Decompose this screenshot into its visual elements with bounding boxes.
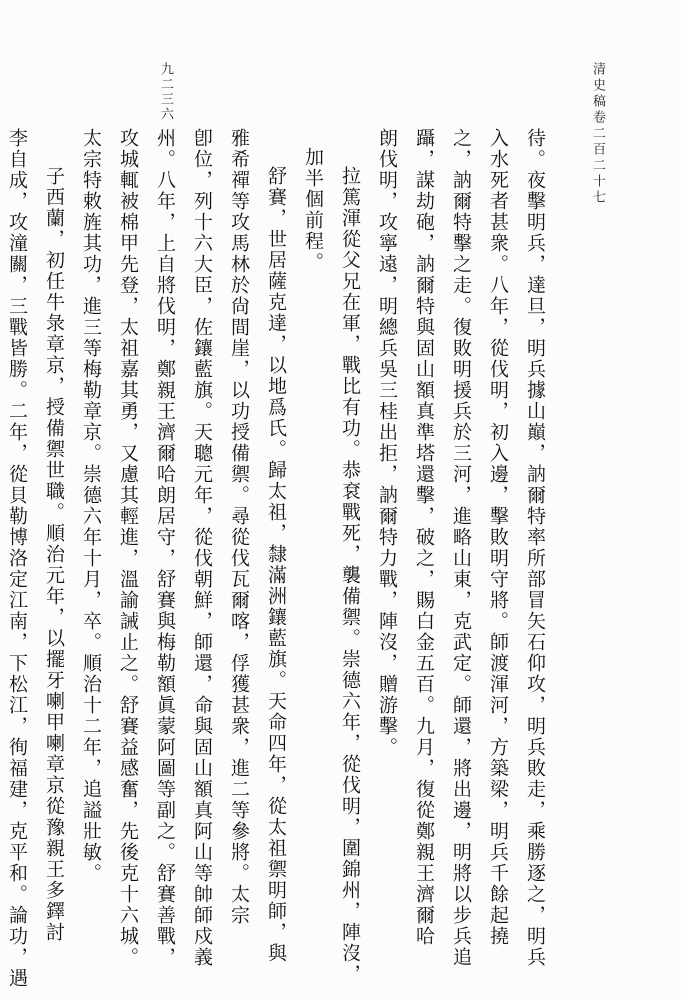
text-column: 之，訥爾特擊之走。復敗明援兵於三河，進略山東，克武定。師還，將出邊，明將以步兵追	[450, 128, 472, 968]
text-column: 雅希禪等攻馬林於尙間崖，以功授備禦。尋從伐瓦爾喀，俘獲甚衆，進二等參將。太宗	[228, 128, 250, 926]
text-column: 待。夜擊明兵，達旦，明兵據山巔，訥爾特率所部冒矢石仰攻，明兵敗走，乘勝逐之，明兵	[524, 128, 546, 968]
text-column: 舒賽，世居薩克達，以地爲氏。歸太祖，隸滿洲鑲藍旗。天命四年，從太祖禦明師，與	[265, 166, 287, 964]
body-text	[6, 128, 553, 989]
text-column: 躡，謀劫砲，訥爾特與固山額真準塔還擊，破之，賜白金五百。九月，復從鄭親王濟爾哈	[413, 128, 435, 947]
text-column: 入水死者甚衆。八年，從伐明，初入邊，擊敗明守將。師渡渾河，方築梁，明兵千餘起撓	[487, 128, 509, 947]
text-column: 卽位，列十六大臣，佐鑲藍旗。天聰元年，從伐朝鮮，師還，命與固山額真阿山等帥師戍義	[191, 128, 213, 968]
text-column: 州。八年，上自將伐明，鄭親王濟爾哈朗居守，舒賽與梅勒額眞蒙阿圖等副之。舒賽善戰，	[154, 128, 176, 968]
text-column: 李自成，攻潼關，三戰皆勝。二年，從貝勒博洛定江南，下松江，徇福建，克平和。論功，遇	[6, 128, 28, 989]
text-column: 朗伐明，攻寧遠，明總兵吳三桂出拒，訥爾特力戰，陣沒，贈游擊。	[376, 128, 398, 758]
text-column: 加半個前程。	[302, 147, 324, 273]
text-column: 子西蘭，初任牛彔章京，授備禦世職。順治元年，以擺牙喇甲喇章京從豫親王多鐸討	[43, 166, 65, 943]
page-number: 九二三六	[158, 62, 173, 122]
text-column: 太宗特敕旌其功，進三等梅勒章京。崇德六年十月，卒。順治十二年，追謚壯敏。	[80, 128, 102, 884]
running-head: 清史稿卷二百二十七	[590, 62, 605, 206]
text-column: 拉篤渾從父兄在軍，戰比有功。恭袞戰死，襲備禦。崇德六年，從伐明，圍錦州，陣沒，	[339, 166, 361, 985]
text-column: 攻城輒被棉甲先登，太祖嘉其勇，又慮其輕進，溫諭誡止之。舒賽益感奮，先後克十六城。	[117, 128, 139, 968]
